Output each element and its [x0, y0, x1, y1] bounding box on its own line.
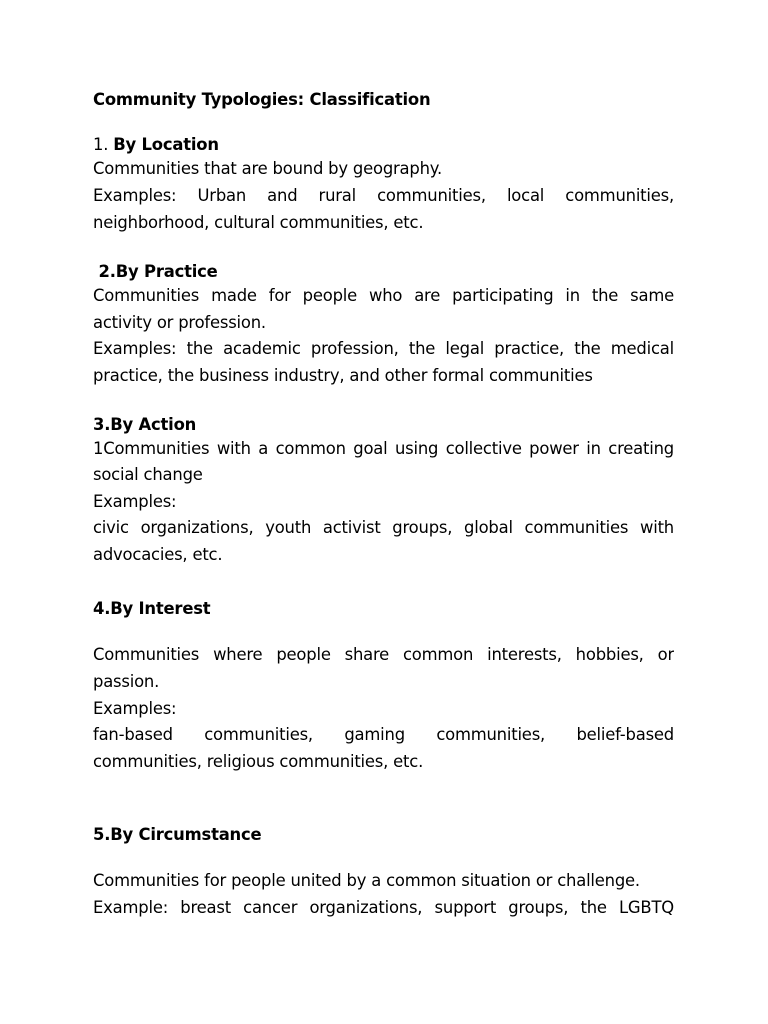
paragraph-line: passion.	[93, 672, 160, 691]
section-heading-action: 3.By Action	[93, 415, 197, 434]
paragraph-line: neighborhood, cultural communities, etc.	[93, 213, 424, 232]
document-title: Community Typologies: Classification	[93, 90, 431, 109]
paragraph-line: Examples:	[93, 492, 177, 511]
paragraph-line: Communities made for people who are participating in the same	[93, 286, 674, 305]
section-heading-location	[93, 131, 674, 158]
paragraph-line: Communities that are bound by geography.	[93, 159, 442, 178]
paragraph-line: fan-based communities, gaming communities, belief-based	[93, 725, 674, 744]
section-heading-interest: 4.By Interest	[93, 599, 211, 618]
section-number: 1.	[93, 135, 114, 154]
paragraph-line: advocacies, etc.	[93, 545, 223, 564]
paragraph-line: Examples: the academic profession, the legal practice, the medical	[93, 339, 674, 358]
paragraph-line: Example: breast cancer organizations, support groups, the LGBTQ	[93, 898, 674, 917]
paragraph-line: Communities for people united by a common situation or challenge.	[93, 871, 640, 890]
section-heading-practice: 2.By Practice	[93, 262, 218, 281]
paragraph-line: social change	[93, 465, 203, 484]
paragraph-line: Examples:	[93, 699, 177, 718]
paragraph-line: activity or profession.	[93, 313, 266, 332]
paragraph-line: Communities where people share common interests, hobbies, or	[93, 645, 674, 664]
section-heading-circumstance: 5.By Circumstance	[93, 825, 262, 844]
paragraph-line: 1Communities with a common goal using collective power in creating	[93, 439, 674, 458]
paragraph-line: practice, the business industry, and other formal communities	[93, 366, 593, 385]
paragraph-line: Examples: Urban and rural communities, local communities,	[93, 186, 674, 205]
paragraph-line: communities, religious communities, etc.	[93, 752, 424, 771]
section-heading-text: By Location	[113, 135, 219, 154]
paragraph-line: civic organizations, youth activist groups, global communities with	[93, 518, 674, 537]
